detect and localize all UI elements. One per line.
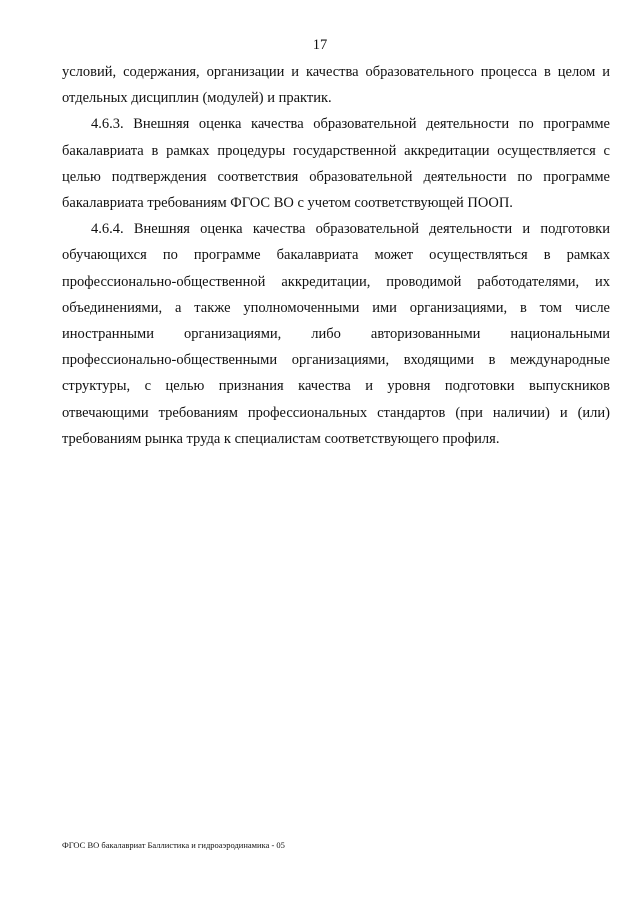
paragraph-4-6-3: 4.6.3. Внешняя оценка качества образовательной деятельности по программе бакалавриата в рамках процедуры государственной аккредитации осуществляется с целью подтверждения соответствия образовательной деятельности по программе бакалавриата требованиям ФГОС ВО с учетом соответствующей ПООП. — [62, 116, 610, 212]
document-body — [62, 59, 610, 452]
document-footer: ФГОС ВО бакалавриат Баллистика и гидроаэродинамика - 05 — [62, 840, 285, 850]
page-number: 17 — [312, 37, 328, 53]
paragraph-continuation: условий, содержания, организации и качества образовательного процесса в целом и отдельных дисциплин (модулей) и практик. — [62, 64, 610, 107]
paragraph-4-6-4: 4.6.4. Внешняя оценка качества образовательной деятельности и подготовки обучающихся по программе бакалавриата может осуществляться в рамках профессионально-общественной аккредитации, проводимой работодателями, их объединениями, а также уполномоченными ими организациями, в том числе иностранными организациями, либо авторизованными национальными профессионально-общественными организациями, входящими в международные структуры, с целью признания качества и уровня подготовки выпускников отвечающими требованиям профессиональных стандартов (при наличии) и (или) требованиям рынка труда к специалистам соответствующего профиля. — [62, 221, 610, 447]
